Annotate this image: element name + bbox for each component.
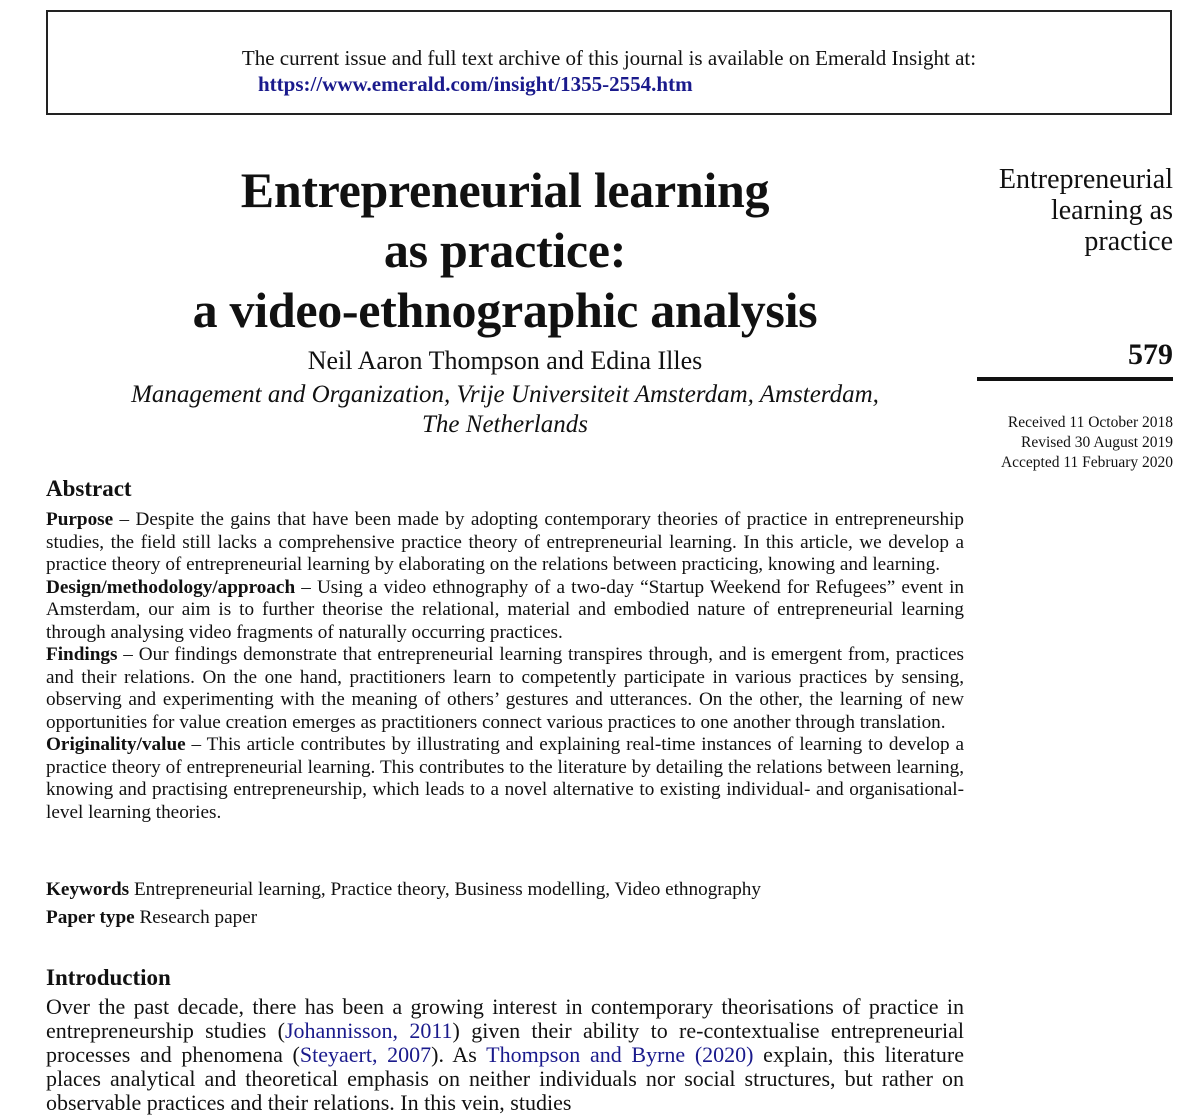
abstract-design — [46, 577, 964, 645]
title-line-1: Entrepreneurial learning — [240, 162, 770, 218]
author-affiliation — [46, 380, 964, 440]
citation-link-thompson-byrne[interactable]: Thompson and Byrne (2020) — [486, 1042, 754, 1067]
keywords — [46, 879, 964, 902]
running-head-line-3: practice — [1084, 226, 1173, 257]
intro-text-3: ). As — [431, 1042, 487, 1067]
intro-text-2: ) given their ability to re-contextualise entrepreneurial processes and phenomena ( — [46, 1018, 965, 1067]
purpose-label: Purpose — [46, 509, 114, 530]
keywords-label: Keywords — [46, 879, 130, 900]
title-line-2: as practice: — [383, 222, 627, 278]
journal-url-link[interactable]: https://www.emerald.com/insight/1355-2554.htm — [258, 72, 693, 96]
author-names: Neil Aaron Thompson and Edina Illes — [307, 346, 703, 375]
abstract-purpose — [46, 509, 964, 577]
abstract-findings — [46, 644, 964, 734]
paper-type-text: Research paper — [134, 907, 258, 928]
banner-text: The current issue and full text archive of this journal is available on Emerald Insight at: — [241, 46, 977, 70]
received-date: Received 11 October 2018 — [1007, 414, 1173, 431]
intro-text-4: explain, this literature places analytical and theoretical emphasis on neither individuals nor social structures, but rather on observable practices and their relations. In this vein, studies — [46, 1042, 964, 1115]
affiliation-line-2: The Netherlands — [422, 411, 588, 438]
abstract-body — [46, 509, 964, 824]
design-text: – Using a video ethnography of a two-day “Startup Weekend for Refugees” event in Amsterdam, our aim is to further theorise the relational, material and embodied nature of entrepreneurial learning through analysing video fragments of naturally occurring practices. — [46, 576, 964, 643]
citation-link-steyaert[interactable]: Steyaert, 2007 — [299, 1042, 432, 1067]
purpose-text: – Despite the gains that have been made by adopting contemporary theories of practice in entrepreneurship studies, the field still lacks a comprehensive practice theory of entrepreneurial learning. In this article, we develop a practice theory of entrepreneurial learning by elaborating on the relations between practicing, knowing and learning. — [46, 509, 964, 575]
paper-type-label: Paper type — [46, 907, 135, 928]
originality-label: Originality/value — [46, 734, 186, 755]
findings-label: Findings — [46, 644, 118, 665]
history-dates — [1001, 413, 1173, 473]
introduction-paragraph — [46, 995, 964, 1115]
affiliation-line-1: Management and Organization, Vrije Universiteit Amsterdam, Amsterdam, — [131, 381, 879, 408]
introduction-heading: Introduction — [46, 965, 171, 990]
running-head-line-2: learning as — [1050, 195, 1173, 226]
originality-text: – This article contributes by illustrating and explaining real-time instances of learning to develop a practice theory of entrepreneurial learning. This contributes to the literature by detailing the relations between learning, knowing and practising entrepreneurship, which leads to a novel alternative to existing individual- and organisational-level learning theories. — [46, 734, 964, 823]
introduction-body — [46, 995, 964, 1115]
abstract-heading: Abstract — [46, 476, 132, 501]
journal-banner — [46, 10, 1172, 115]
accepted-date: Accepted 11 February 2020 — [1000, 454, 1173, 471]
findings-text: – Our findings demonstrate that entrepreneurial learning transpires through, and is emergent from, practices and their relations. On the one hand, practitioners learn to competently participate in various practices by sensing, observing and experimenting with the meaning of others’ gestures and utterances. On the other, the learning of new opportunities for value creation emerges as practitioners connect various practices to one another through translation. — [46, 644, 964, 733]
revised-date: Revised 30 August 2019 — [1021, 434, 1173, 451]
paper-type — [46, 907, 964, 930]
intro-text-1: Over the past decade, there has been a growing interest in contemporary theorisations of practice in entrepreneurship studies ( — [46, 994, 964, 1043]
running-head — [953, 164, 1173, 257]
page-number-rule — [977, 377, 1173, 381]
article-title — [46, 160, 964, 340]
running-head-line-1: Entrepreneurial — [998, 164, 1173, 195]
page-number: 579 — [1128, 338, 1173, 371]
abstract-originality — [46, 734, 964, 824]
citation-link-johannisson[interactable]: Johannisson, 2011 — [284, 1018, 453, 1043]
design-label: Design/methodology/approach — [46, 576, 296, 598]
title-line-3: a video-ethnographic analysis — [192, 282, 818, 338]
keywords-text: Entrepreneurial learning, Practice theory, Business modelling, Video ethnography — [129, 879, 761, 900]
